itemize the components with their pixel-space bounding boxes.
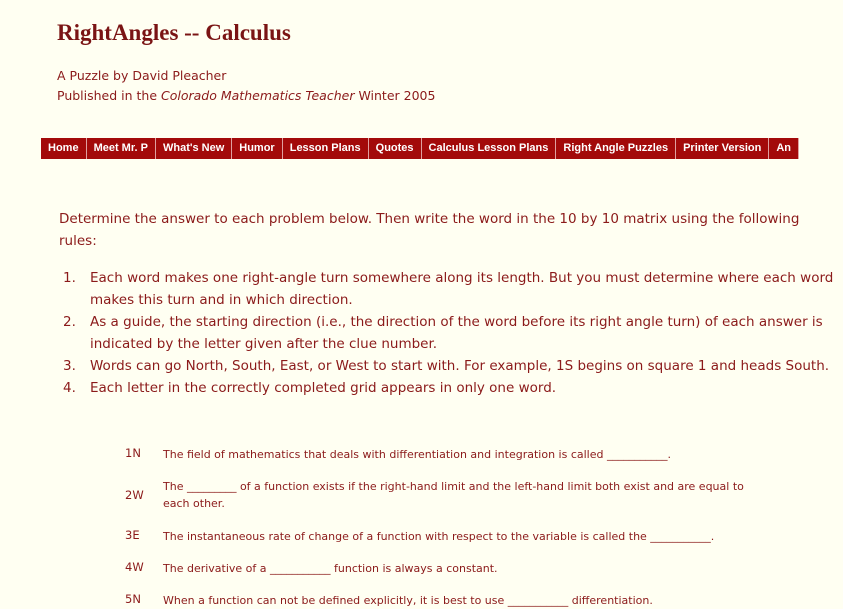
clue-text: The _________ of a function exists if the right-hand limit and the left-hand limit both exist and are equal to each other. [163,480,744,510]
rules-list [63,267,843,399]
clue-row [125,528,765,545]
nav-quotes[interactable]: Quotes [369,138,422,159]
rule-number: 2. [63,314,76,330]
publication-line [57,86,435,106]
nav-printer-version[interactable]: Printer Version [676,138,769,159]
byline [57,66,435,106]
clue-text: The field of mathematics that deals with differentiation and integration is called ___________. [163,448,671,461]
nav-calculus-lesson-plans[interactable]: Calculus Lesson Plans [422,138,557,159]
rule-item [63,377,843,399]
rule-text: As a guide, the starting direction (i.e., the direction of the word before its right angle turn) of each answer is indicated by the letter given after the clue number. [90,314,823,352]
nav-meet-mr-p[interactable]: Meet Mr. P [87,138,156,159]
rule-number: 1. [63,270,76,286]
clue-id: 3E [125,528,140,542]
rule-text: Each letter in the correctly completed grid appears in only one word. [90,380,557,396]
rule-number: 3. [63,358,76,374]
page-title: RightAngles -- Calculus [57,20,291,45]
rule-item [63,311,843,355]
nav-answers[interactable]: An [769,138,799,159]
clue-id: 4W [125,560,144,574]
clue-row [125,592,765,609]
main-nav [41,138,799,159]
author-line: A Puzzle by David Pleacher [57,68,227,83]
rule-item [63,355,843,377]
rule-text: Words can go North, South, East, or West to start with. For example, 1S begins on square 1 and heads South. [90,358,830,374]
clue-id: 2W [125,488,144,502]
journal-name: Colorado Mathematics Teacher [161,88,355,103]
clue-id: 5N [125,592,141,606]
intro-text: Determine the answer to each problem below. Then write the word in the 10 by 10 matrix using the following rules: [59,211,800,249]
publication-suffix: Winter 2005 [354,88,436,103]
clue-row [125,560,765,577]
rule-number: 4. [63,380,76,396]
nav-whats-new[interactable]: What's New [156,138,232,159]
clue-row [125,478,765,512]
publication-prefix: Published in the [57,88,162,103]
clue-row [125,446,765,463]
rule-item [63,267,843,311]
nav-right-angle-puzzles[interactable]: Right Angle Puzzles [556,138,676,159]
nav-home[interactable]: Home [41,138,87,159]
nav-humor[interactable]: Humor [232,138,282,159]
clue-text: The derivative of a ___________ function is always a constant. [163,562,498,575]
clue-text: When a function can not be defined explicitly, it is best to use ___________ differentiation. [163,594,653,607]
nav-lesson-plans[interactable]: Lesson Plans [283,138,369,159]
clue-id: 1N [125,446,141,460]
rule-text: Each word makes one right-angle turn somewhere along its length. But you must determine where each word makes this turn and in which direction. [90,270,834,308]
clue-text: The instantaneous rate of change of a function with respect to the variable is called the ___________. [163,530,715,543]
